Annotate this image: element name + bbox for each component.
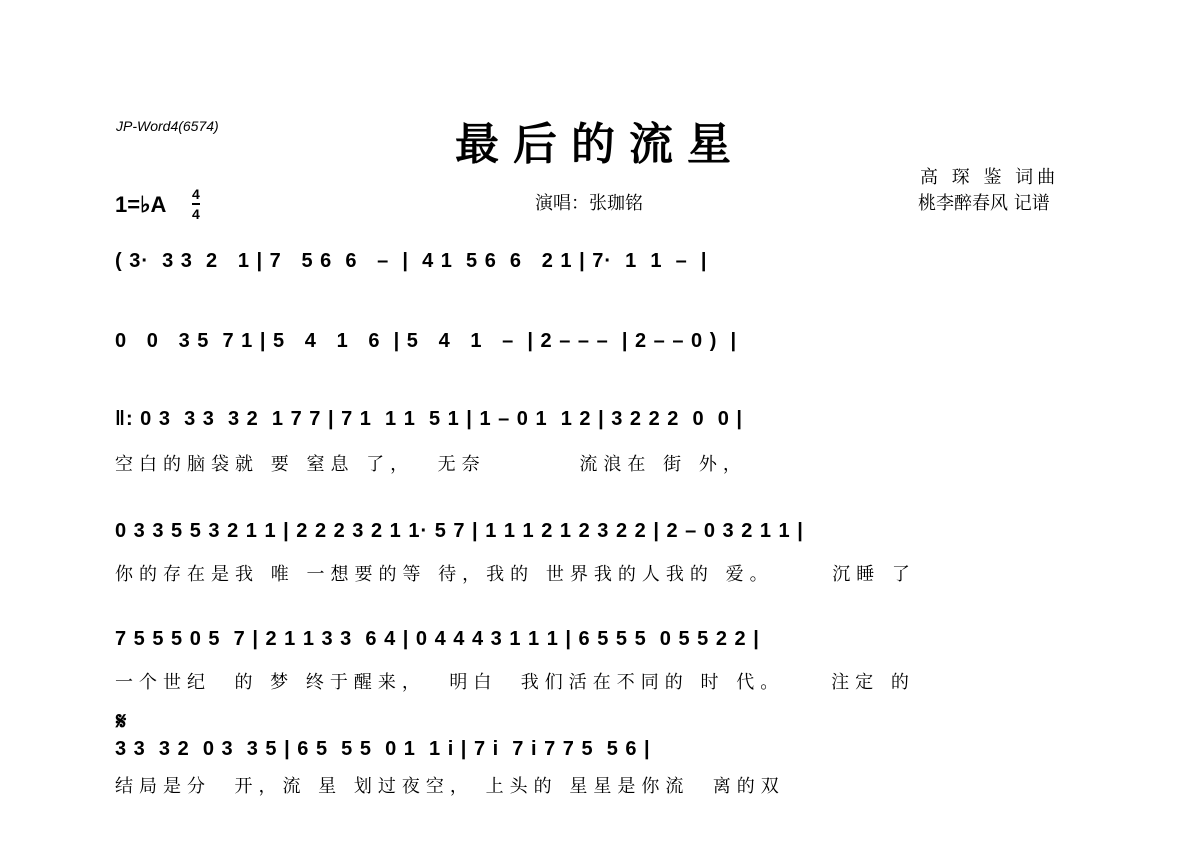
time-signature-bar — [192, 203, 200, 205]
notes-row-1: ( 3· 3 3 2 1 | 7 5 6 6 – | 4 1 5 6 6 2 1 | 7· 1 1 – | — [115, 250, 708, 272]
notes-row-3: ‖: 0 3 3 3 3 2 1 7 7 | 7 1 1 1 5 1 | 1 – 0 1 1 2 | 3 2 2 2 0 0 | — [115, 408, 744, 430]
song-title: 最后的流星 — [455, 119, 745, 170]
score-row-2 — [115, 328, 1090, 360]
lyric-line-1: 空白的脑袋就 要 窒息 了， 无奈 流浪在 街 外， — [115, 454, 747, 475]
singer-credit: 演唱：张珈铭 — [535, 193, 643, 214]
lyric-line-2: 你的存在是我 唯 一想要的等 待，我的 世界我的人我的 爱。 沉睡 了 — [115, 564, 916, 585]
notes-row-5: 7 5 5 5 0 5 7 | 2 1 1 3 3 6 4 | 0 4 4 4 3 1 1 1 | 6 5 5 5 0 5 5 2 2 | — [115, 628, 760, 650]
score-row-1 — [115, 248, 1090, 280]
lyricist-composer-credit: 高 琛 鉴 词曲 — [920, 167, 1060, 188]
segno-sign: 𝄋 — [116, 707, 127, 735]
time-signature-bottom: 4 — [192, 206, 200, 222]
score-row-4 — [115, 518, 1090, 550]
notes-row-6: 3 3 3 2 0 3 3 5 | 6 5 5 5 0 1 1 i | 7 i 7 i 7 7 5 5 6 | — [115, 738, 651, 760]
score-row-5 — [115, 626, 1090, 658]
key-signature: 1=♭A — [115, 192, 167, 217]
notes-row-2: 0 0 3 5 7 1 | 5 4 1 6 | 5 4 1 – | 2 – – – | 2 – – 0 ) | — [115, 330, 738, 352]
lyric-line-3: 一个世纪 的 梦 终于醒来， 明白 我们活在不同的 时 代。 注定 的 — [115, 672, 915, 693]
score-row-6 — [115, 736, 1090, 768]
lyric-line-4: 结局是分 开，流 星 划过夜空， 上头的 星星是你流 离的双 — [115, 776, 785, 797]
transcriber-credit: 桃李醉春风 记谱 — [918, 193, 1050, 214]
time-signature — [192, 186, 200, 222]
score-row-3 — [115, 406, 1090, 438]
notes-row-4: 0 3 3 5 5 3 2 1 1 | 2 2 2 3 2 1 1· 5 7 | 1 1 1 2 1 2 3 2 2 | 2 – 0 3 2 1 1 | — [115, 520, 804, 542]
time-signature-top: 4 — [192, 186, 200, 202]
source-label: JP-Word4(6574) — [116, 118, 219, 134]
